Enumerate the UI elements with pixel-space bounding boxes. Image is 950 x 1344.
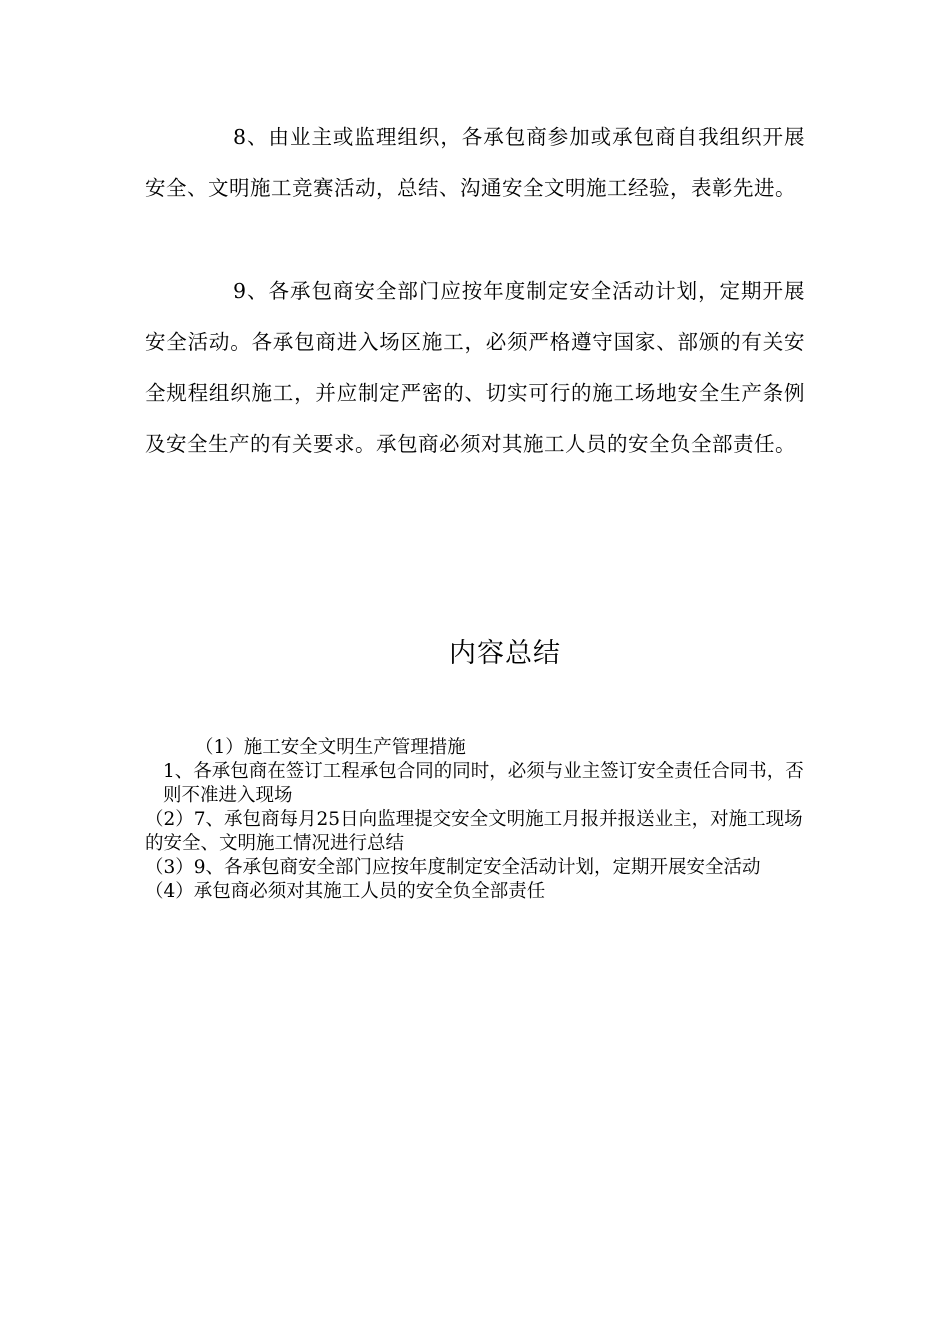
summary-title: 内容总结 bbox=[449, 638, 561, 669]
paragraph-8 bbox=[145, 112, 805, 214]
paragraph-9-text: 9、各承包商安全部门应按年度制定安全活动计划，定期开展安全活动。各承包商进入场区施工，必须严格遵守国家、部颁的有关安全规程组织施工，并应制定严密的、切实可行的施工场地安全生产条例及安全生产的有关要求。承包商必须对其施工人员的安全负全部责任。 bbox=[145, 279, 805, 456]
paragraph-9 bbox=[145, 266, 805, 470]
paragraph-8-text: 8、由业主或监理组织，各承包商参加或承包商自我组织开展安全、文明施工竞赛活动，总结、沟通安全文明施工经验，表彰先进。 bbox=[145, 125, 805, 200]
summary-item-2: （2）7、承包商每月25日向监理提交安全文明施工月报并报送业主，对施工现场的安全、文明施工情况进行总结 bbox=[145, 809, 803, 854]
summary-heading: （1）施工安全文明生产管理措施 bbox=[195, 737, 466, 758]
summary-item-4: （4）承包商必须对其施工人员的安全负全部责任 bbox=[145, 881, 546, 902]
summary-item-1: 1、各承包商在签订工程承包合同的同时，必须与业主签订安全责任合同书，否则不准进入现场 bbox=[163, 761, 804, 806]
summary-item-3: （3）9、各承包商安全部门应按年度制定安全活动计划，定期开展安全活动 bbox=[145, 857, 761, 878]
summary-list bbox=[145, 736, 807, 904]
